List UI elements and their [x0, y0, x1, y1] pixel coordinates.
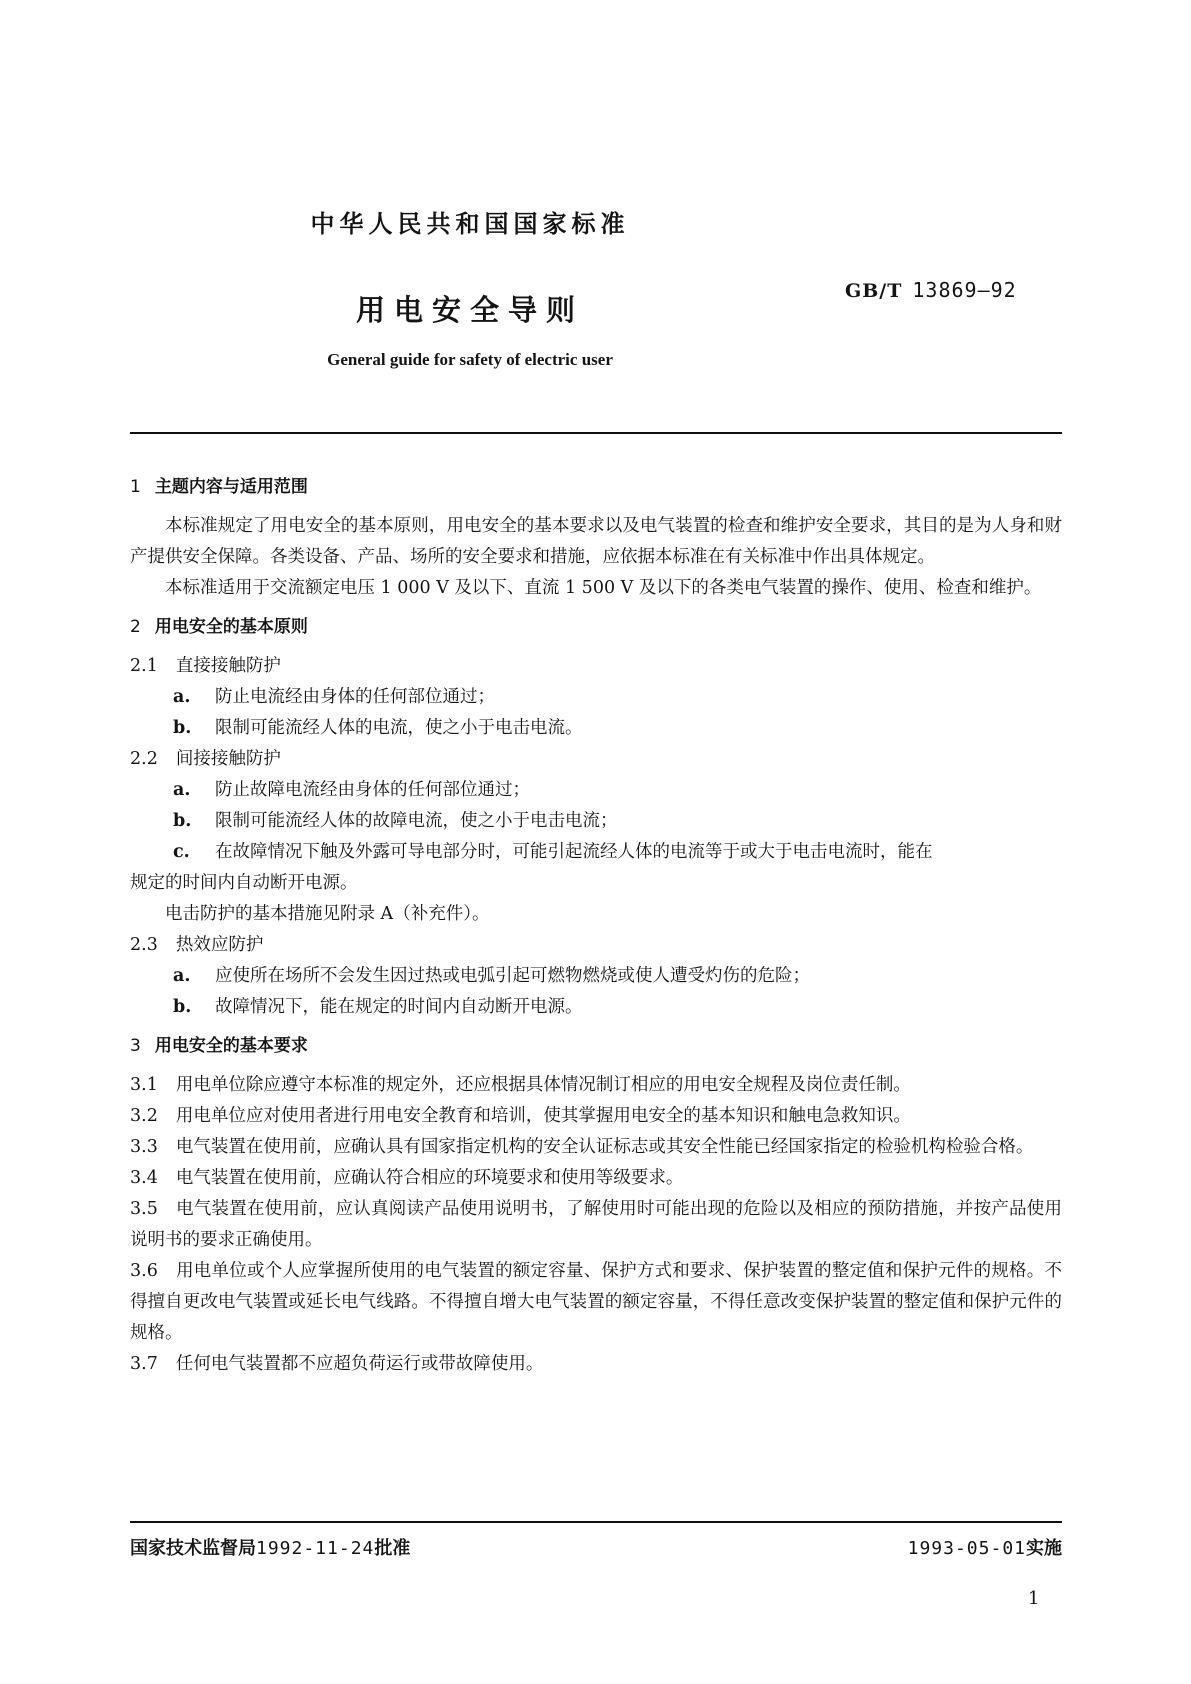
- paragraph: 本标准规定了用电安全的基本原则，用电安全的基本要求以及电气装置的检查和维护安全要求，其目的是为人身和财产提供安全保障。各类设备、产品、场所的安全要求和措施，应依据本标准在有关标准中作出具体规定。: [130, 516, 1062, 567]
- clause-2-2: [130, 744, 1062, 775]
- clause-number: 3.6: [130, 1261, 158, 1281]
- clause-text: 电气装置在使用前，应确认符合相应的环境要求和使用等级要求。: [175, 1168, 684, 1188]
- document-body: [130, 464, 1062, 1380]
- item-label: a.: [173, 687, 191, 707]
- clause-number: 2.1: [130, 656, 158, 676]
- standard-title: 用电安全导则: [355, 293, 584, 327]
- list-item: [130, 806, 1062, 837]
- implementation-label: 实施: [1026, 1538, 1062, 1559]
- list-item: [130, 713, 1062, 744]
- list-item: [130, 992, 1062, 1023]
- clause-3-7: [130, 1349, 1062, 1380]
- clause-3-3: [130, 1132, 1062, 1163]
- section-number: 3: [130, 1036, 141, 1056]
- item-label: a.: [173, 966, 191, 986]
- item-label: c.: [173, 842, 190, 862]
- clause-3-6: [130, 1256, 1062, 1349]
- list-item: [130, 961, 1062, 992]
- clause-text: 电气装置在使用前，应确认具有国家指定机构的安全认证标志或其安全性能已经国家指定的检验机构检验合格。: [175, 1137, 1034, 1157]
- item-text: 应使所在场所不会发生因过热或电弧引起可燃物燃烧或使人遭受灼伤的危险；: [215, 966, 810, 986]
- section-title: 主题内容与适用范围: [154, 477, 308, 497]
- implementation-date: 1993-05-01: [907, 1538, 1026, 1559]
- standard-code: [845, 278, 1017, 302]
- clause-3-4: [130, 1163, 1062, 1194]
- section-title: 用电安全的基本要求: [154, 1036, 308, 1056]
- item-text: 故障情况下，能在规定的时间内自动断开电源。: [215, 997, 583, 1017]
- item-label: a.: [173, 780, 191, 800]
- item-continuation: 规定的时间内自动断开电源。: [130, 873, 358, 893]
- clause-title: 热效应防护: [175, 935, 264, 955]
- clause-text: 用电单位除应遵守本标准的规定外，还应根据具体情况制订相应的用电安全规程及岗位责任制。: [175, 1075, 911, 1095]
- section-number: 2: [130, 617, 141, 637]
- clause-title: 直接接触防护: [175, 656, 281, 676]
- item-text: 限制可能流经人体的电流，使之小于电击电流。: [215, 718, 583, 738]
- section-2-heading: [130, 612, 1062, 643]
- clause-number: 3.2: [130, 1106, 158, 1126]
- clause-number: 3.1: [130, 1075, 158, 1095]
- clause-text: 任何电气装置都不应超负荷运行或带故障使用。: [175, 1354, 544, 1374]
- clause-text: 电气装置在使用前，应认真阅读产品使用说明书，了解使用时可能出现的危险以及相应的预防措施，并按产品使用说明书的要求正确使用。: [130, 1199, 1062, 1250]
- list-item: [130, 682, 1062, 713]
- clause-text: 用电单位应对使用者进行用电安全教育和培训，使其掌握用电安全的基本知识和触电急救知识。: [175, 1106, 911, 1126]
- section-3-heading: [130, 1031, 1062, 1062]
- clause-3-2: [130, 1101, 1062, 1132]
- approving-organization: 国家技术监督局: [130, 1538, 256, 1559]
- clause-text: 用电单位或个人应掌握所使用的电气装置的额定容量、保护方式和要求、保护装置的整定值和保护元件的规格。不得擅自更改电气装置或延长电气线路。不得擅自增大电气装置的额定容量，不得任意改变保护装置的整定值和保护元件的规格。: [130, 1261, 1062, 1343]
- clause-number: 2.2: [130, 749, 158, 769]
- clause-number: 3.4: [130, 1168, 158, 1188]
- approval-date: 1992-11-24: [256, 1538, 375, 1559]
- clause-3-5: [130, 1194, 1062, 1256]
- section-number: 1: [130, 477, 141, 497]
- item-text: 防止电流经由身体的任何部位通过；: [215, 687, 495, 707]
- clause-number: 3.3: [130, 1137, 158, 1157]
- clause-number: 3.5: [130, 1199, 158, 1219]
- top-divider: [130, 432, 1062, 434]
- standard-code-number: 13869—92: [912, 278, 1017, 302]
- item-label: b.: [173, 718, 192, 738]
- country-standard-heading: 中华人民共和国国家标准: [310, 210, 630, 238]
- section-title: 用电安全的基本原则: [154, 617, 308, 637]
- clause-2-3: [130, 930, 1062, 961]
- clause-title: 间接接触防护: [175, 749, 281, 769]
- english-title: General guide for safety of electric user: [327, 350, 613, 369]
- bottom-divider: [130, 1521, 1062, 1523]
- approval-label: 批准: [374, 1538, 411, 1559]
- clause-number: 3.7: [130, 1354, 158, 1374]
- paragraph: 本标准适用于交流额定电压 1 000 V 及以下、直流 1 500 V 及以下的各类电气装置的操作、使用、检查和维护。: [165, 578, 1042, 598]
- clause-note: 电击防护的基本措施见附录 A（补充件）。: [165, 904, 490, 924]
- clause-number: 2.3: [130, 935, 158, 955]
- implementation-line: [908, 1534, 1062, 1560]
- page-number: 1: [1028, 1588, 1040, 1609]
- section-1-heading: [130, 472, 1062, 503]
- approval-line: [130, 1534, 410, 1560]
- item-label: b.: [173, 997, 192, 1017]
- item-text: 在故障情况下触及外露可导电部分时，可能引起流经人体的电流等于或大于电击电流时，能在: [215, 842, 933, 862]
- item-text: 限制可能流经人体的故障电流，使之小于电击电流；: [215, 811, 618, 831]
- list-item: [130, 775, 1062, 806]
- standard-code-prefix: GB/T: [845, 280, 903, 302]
- clause-2-1: [130, 651, 1062, 682]
- list-item: [130, 837, 1062, 868]
- item-label: b.: [173, 811, 192, 831]
- item-text: 防止故障电流经由身体的任何部位通过；: [215, 780, 530, 800]
- clause-3-1: [130, 1070, 1062, 1101]
